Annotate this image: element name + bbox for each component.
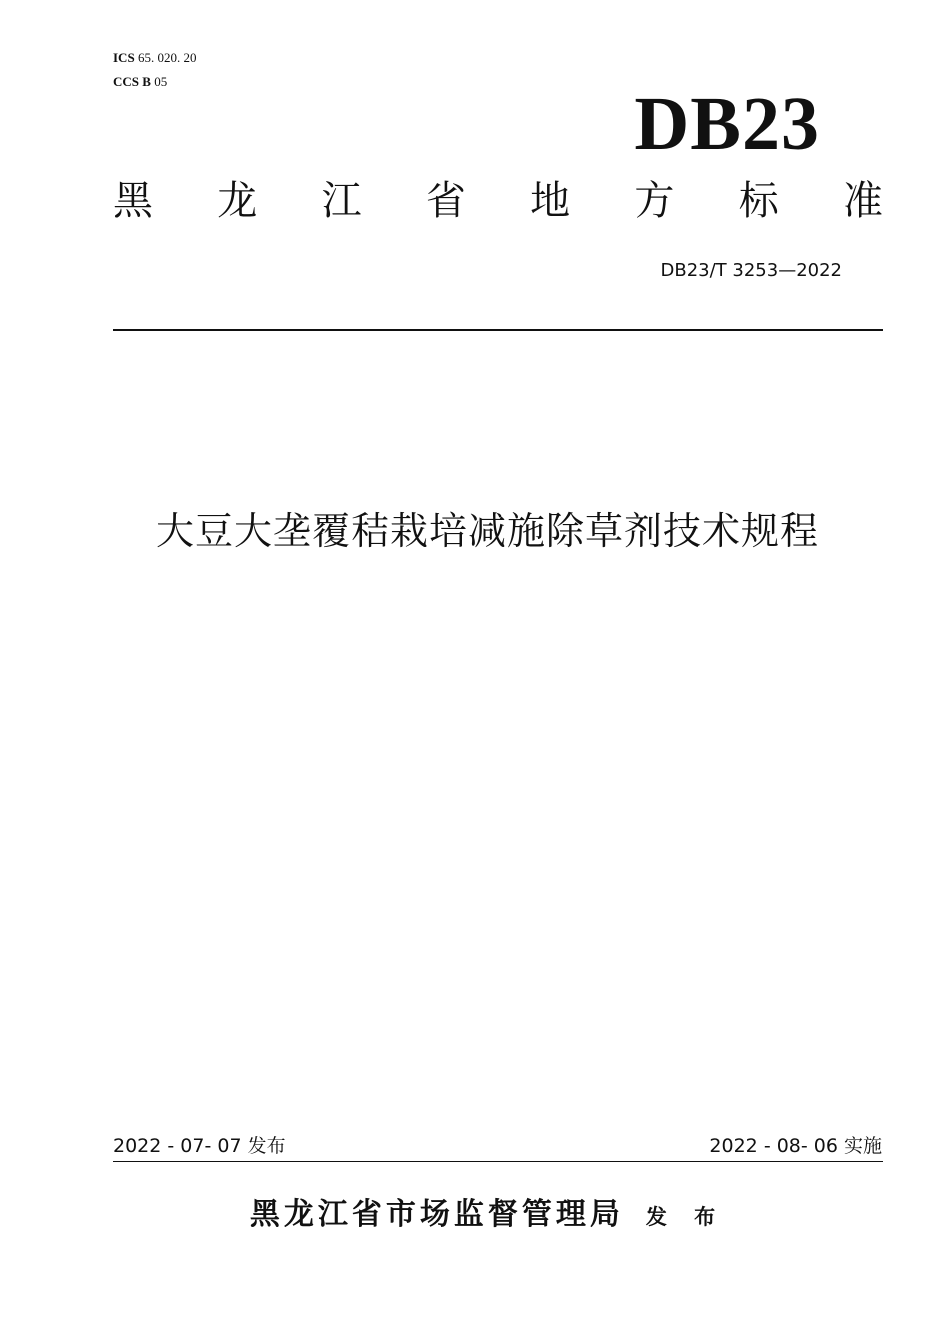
standard-type-title [113,176,883,226]
ccs-code [113,74,167,90]
standard-number: DB23/T 3253—2022 [660,260,842,281]
standard-type-char: 地 [530,178,571,224]
issuer-suffix: 发 布 [645,1205,726,1229]
issuing-authority [0,1193,950,1239]
db-logo: DB23 [634,82,820,166]
publish-date: 2022 - 07- 07 发布 [113,1135,286,1157]
ccs-label: CCS B [113,74,151,89]
standard-type-char: 省 [425,178,466,224]
document-title: 大豆大垄覆秸栽培减施除草剂技术规程 [155,509,819,553]
ics-label: ICS [113,50,135,65]
implement-date: 2022 - 08- 06 实施 [709,1135,882,1157]
ccs-value: 05 [154,74,168,89]
standard-type-char: 龙 [217,178,258,224]
issuer-name: 黑龙江省市场监督管理局 [249,1197,624,1232]
standard-type-char: 方 [634,178,675,224]
ics-value: 65. 020. 20 [137,50,197,65]
standard-type-char: 江 [321,178,362,224]
standard-type-char: 准 [842,178,883,224]
header-divider [113,329,883,331]
ics-code [113,50,196,66]
footer-divider [113,1161,883,1162]
standard-type-char: 黑 [113,178,153,224]
standard-type-char: 标 [738,178,779,224]
